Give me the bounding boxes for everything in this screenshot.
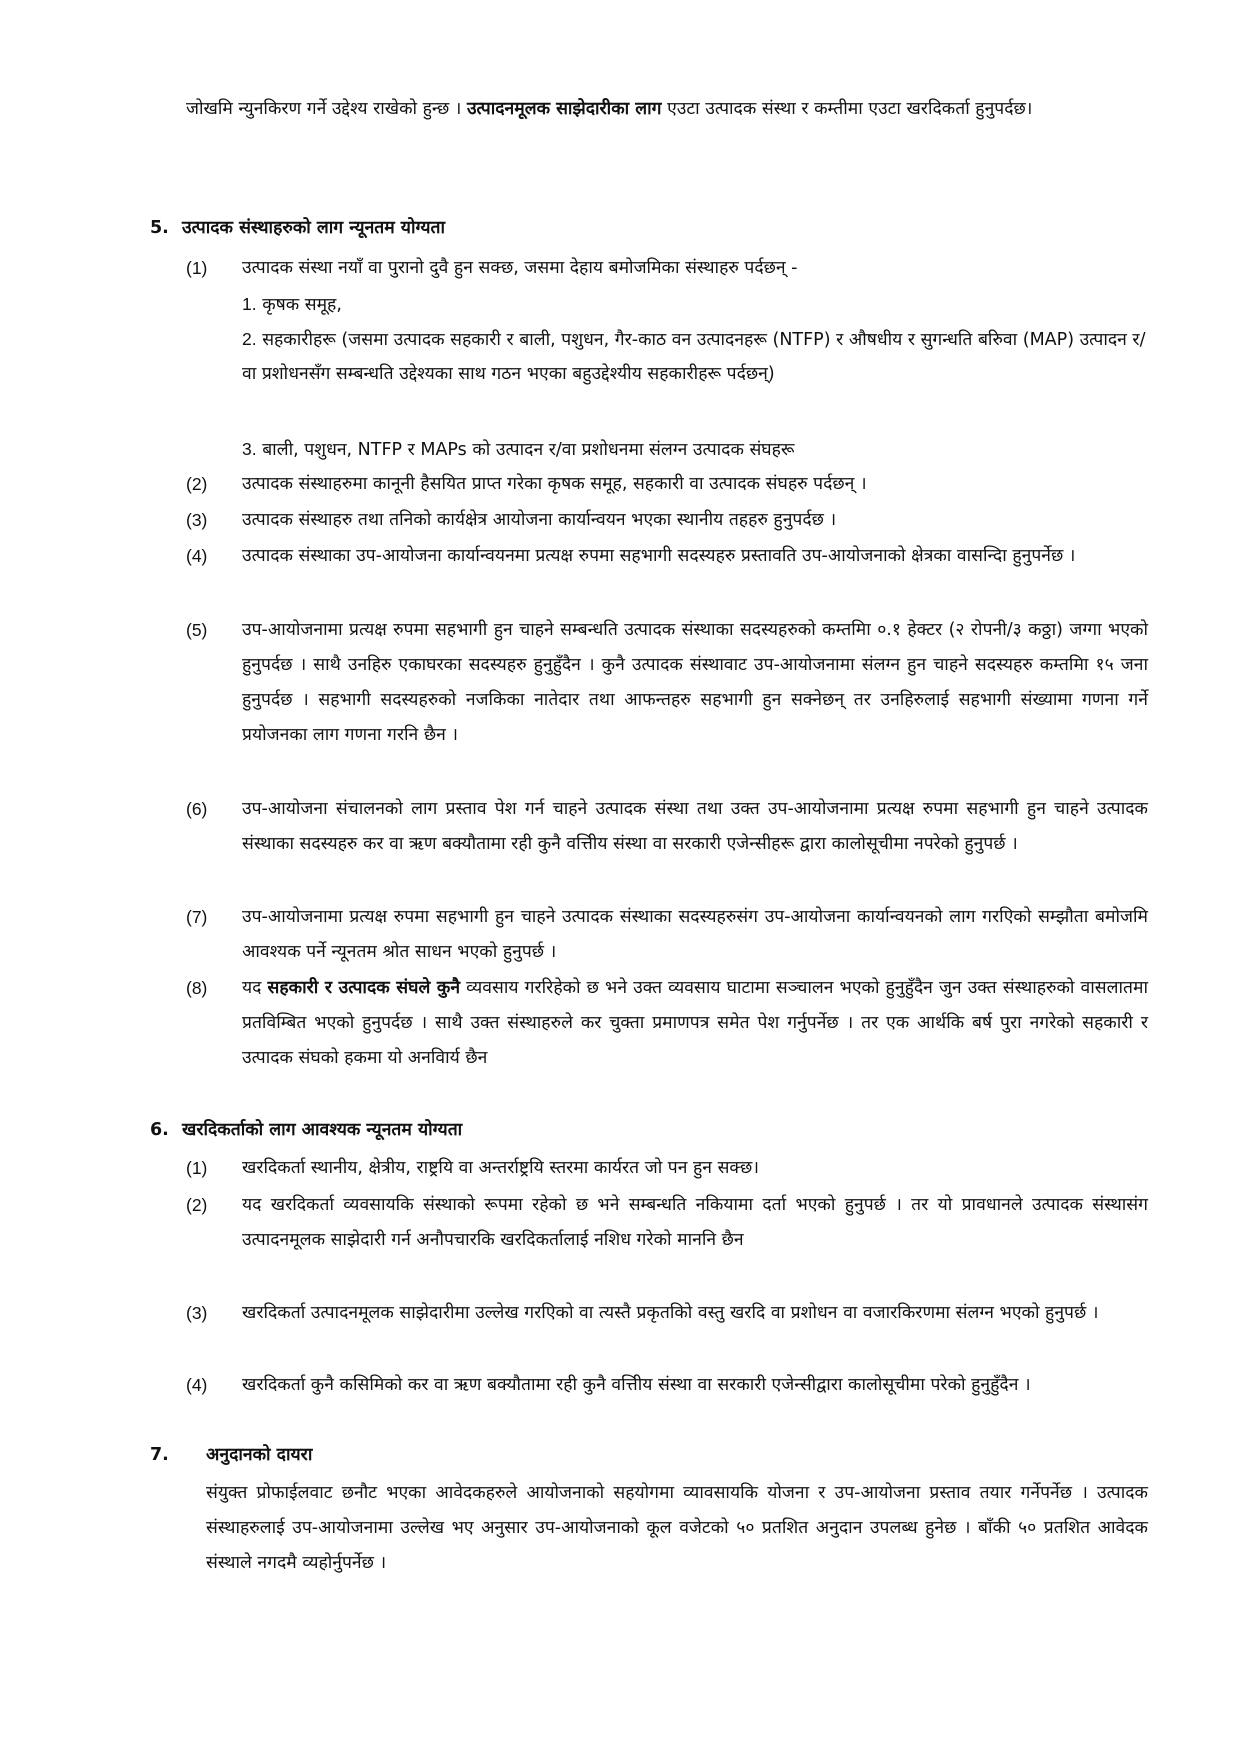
s5-subitem-2 xyxy=(242,322,1148,391)
s6-item-4-number: (4) xyxy=(186,1375,208,1395)
s5-item-8-number: (8) xyxy=(186,978,208,998)
s5-subitem-3 xyxy=(242,432,1148,467)
s5-item-6-number: (6) xyxy=(186,799,208,819)
s5-item-8-text xyxy=(242,971,1148,1076)
s5-item-6-text: उप-आयोजना संचालनको लाग प्रस्ताव पेश गर्न चाहने उत्पादक संस्था तथा उक्त उप-आयोजनामा प्रत्यक्ष रुपमा सहभागी हुन चाहने उत्पादक संस्थाका सदस्यहरु कर वा ऋण बक्यौतामा रही कुनै वत्तिीय संस्था वा सरकारी एजेन्सीहरू द्वारा कालोसूचीमा नपरेको हुनुपर्छ । xyxy=(242,799,1148,854)
s5-subitem-2-number: 2. xyxy=(242,329,257,349)
s5-subitem-1 xyxy=(242,287,1148,322)
s5-item-2-text: उत्पादक संस्थाहरुमा कानूनी हैसयित प्राप्त गरेका कृषक समूह, सहकारी वा उत्पादक संघहरु पर्दछन् । xyxy=(242,474,867,494)
intro-text-1: जोखमि न्युनकिरण गर्ने उद्देश्य राखेको हुन्छ । xyxy=(186,99,467,119)
s6-item-2-text: यद खरदिकर्ता व्यवसायकि संस्थाको रूपमा रहेको छ भने सम्बन्धति नकियामा दर्ता भएको हुनुपर्छ । तर यो प्रावधानले उत्पादक संस्थासंग उत्पादनमूलक साझेदारी गर्न अनौपचारकि खरदिकर्तालाई नशिध गरेको माननि छैन xyxy=(242,1195,1148,1250)
section-5-number: 5. xyxy=(150,218,169,238)
section-7-number: 7. xyxy=(150,1445,169,1465)
s5-item-4-number: (4) xyxy=(186,546,208,566)
s5-item-4-text: उत्पादक संस्थाका उप-आयोजना कार्यान्वयनमा प्रत्यक्ष रुपमा सहभागी सदस्यहरु प्रस्तावति उप-आयोजनाको क्षेत्रका वासन्दिा हुनुपर्नेछ । xyxy=(242,546,1076,566)
s5-item-8-pre: यद xyxy=(242,978,268,998)
section-5-heading xyxy=(150,213,445,243)
s5-subitem-2-text: सहकारीहरू (जसमा उत्पादक सहकारी र बाली, पशुधन, गैर-काठ वन उत्पादनहरू (NTFP) र औषधीय र सुगन्धति बरुिवा (MAP) उत्पादन र/वा प्रशोधनसँग सम्बन्धति उद्देश्यका साथ गठन भएका बहुउद्देश्यीय सहकारीहरू पर्दछन्) xyxy=(242,330,1146,384)
section-7-heading xyxy=(150,1440,312,1470)
intro-paragraph xyxy=(186,92,1148,127)
intro-text-2: एउटा उत्पादक संस्था र कम्तीमा एउटा खरदिकर्ता हुनुपर्दछ। xyxy=(661,99,1033,119)
s5-subitem-1-number: 1. xyxy=(242,294,257,314)
s5-item-2-number: (2) xyxy=(186,474,208,494)
s5-item-5-number: (5) xyxy=(186,620,208,640)
s6-item-1-text: खरदिकर्ता स्थानीय, क्षेत्रीय, राष्ट्रयि वा अन्तर्राष्ट्रयि स्तरमा कार्यरत जो पन हुन सक्छ। xyxy=(242,1158,759,1178)
section-6-heading xyxy=(150,1115,462,1145)
s5-item-1-text: उत्पादक संस्था नयाँ वा पुरानो दुवै हुन सक्छ, जसमा देहाय बमोजमिका संस्थाहरु पर्दछन् - xyxy=(242,258,798,278)
s5-item-3-number: (3) xyxy=(186,510,208,530)
s6-item-4-text: खरदिकर्ता कुनै कसिमिको कर वा ऋण बक्यौतामा रही कुनै वत्तिीय संस्था वा सरकारी एजेन्सीद्वारा कालोसूचीमा परेको हुनुहुँदैन । xyxy=(242,1375,1031,1395)
s5-item-8-post: व्यवसाय गररिहेको छ भने उक्त व्यवसाय घाटामा सञ्चालन भएको हुनुहुँदैन जुन उक्त संस्थाहरुको वासलातमा प्रतविम्बित भएको हुनुपर्दछ । साथै उक्त संस्थाहरुले कर चुक्ता प्रमाणपत्र समेत पेश गर्नुपर्नेछ । तर एक आर्थकि बर्ष पुरा नगरेको सहकारी र उत्पादक संघको हकमा यो अनविार्य छैन xyxy=(242,978,1149,1068)
s5-item-3-text: उत्पादक संस्थाहरु तथा तनिको कार्यक्षेत्र आयोजना कार्यान्वयन भएका स्थानीय तहहरु हुनुपर्दछ । xyxy=(242,510,837,530)
s6-item-3-number: (3) xyxy=(186,1303,208,1323)
s6-item-2-number: (2) xyxy=(186,1195,208,1215)
intro-bold-text: उत्पादनमूलक साझेदारीका लाग xyxy=(466,99,662,119)
s5-subitem-3-number: 3. xyxy=(242,439,257,459)
section-7-paragraph: संयुक्त प्रोफाईलवाट छनौट भएका आवेदकहरुले आयोजनाको सहयोगमा व्यावसायकि योजना र उप-आयोजना प्रस्ताव तयार गर्नेपर्नेछ । उत्पादक संस्थाहरुलाई उप-आयोजनामा उल्लेख भए अनुसार उप-आयोजनाको कूल वजेटको ५० प्रतशित अनुदान उपलब्ध हुनेछ । बाँकी ५० प्रतशित आवेदक संस्थाले नगदमै व्यहोर्नुपर्नेछ । xyxy=(206,1483,1148,1573)
section-5-title: उत्पादक संस्थाहरुको लाग न्यूनतम योग्यता xyxy=(182,218,446,238)
section-7-title: अनुदानको दायरा xyxy=(206,1445,313,1465)
s6-item-3-text: खरदिकर्ता उत्पादनमूलक साझेदारीमा उल्लेख गरएिको वा त्यस्तै प्रकृतकिो वस्तु खरदि वा प्रशोधन वा वजारकिरणमा संलग्न भएको हुनुपर्छ । xyxy=(242,1303,1099,1323)
s5-item-8-bold: सहकारी र उत्पादक संघले कुनै xyxy=(267,978,461,998)
s5-subitem-3-text: बाली, पशुधन, NTFP र MAPs को उत्पादन र/वा प्रशोधनमा संलग्न उत्पादक संघहरू xyxy=(262,440,795,460)
s5-subitem-1-text: कृषक समूह, xyxy=(262,295,342,315)
s5-item-7-text: उप-आयोजनामा प्रत्यक्ष रुपमा सहभागी हुन चाहने उत्पादक संस्थाका सदस्यहरुसंग उप-आयोजना कार्यान्वयनको लाग गरएिको सम्झौता बमोजमि आवश्यक पर्ने न्यूनतम श्रोत साधन भएको हुनुपर्छ । xyxy=(242,907,1148,962)
s5-item-5-text: उप-आयोजनामा प्रत्यक्ष रुपमा सहभागी हुन चाहने सम्बन्धति उत्पादक संस्थाका सदस्यहरुको कम्तमिा ०.१ हेक्टर (२ रोपनी/३ कठ्ठा) जग्गा भएको हुनुपर्दछ । साथै उनहिरु एकाघरका सदस्यहरु हुनुहुँदैन । कुनै उत्पादक संस्थावाट उप-आयोजनामा संलग्न हुन चाहने सदस्यहरु कम्तमिा १५ जना हुनुपर्दछ । सहभागी सदस्यहरुको नजकिका नातेदार तथा आफन्तहरु सहभागी हुन सक्नेछन् तर उनहिरुलाई सहभागी संख्यामा गणना गर्ने प्रयोजनका लाग गणना गरनि छैन । xyxy=(242,620,1148,745)
section-6-title: खरदिकर्ताको लाग आवश्यक न्यूनतम योग्यता xyxy=(182,1120,463,1140)
s6-item-1-number: (1) xyxy=(186,1158,208,1178)
s5-item-7-number: (7) xyxy=(186,907,208,927)
s5-item-1-number: (1) xyxy=(186,258,208,278)
section-6-number: 6. xyxy=(150,1120,169,1140)
